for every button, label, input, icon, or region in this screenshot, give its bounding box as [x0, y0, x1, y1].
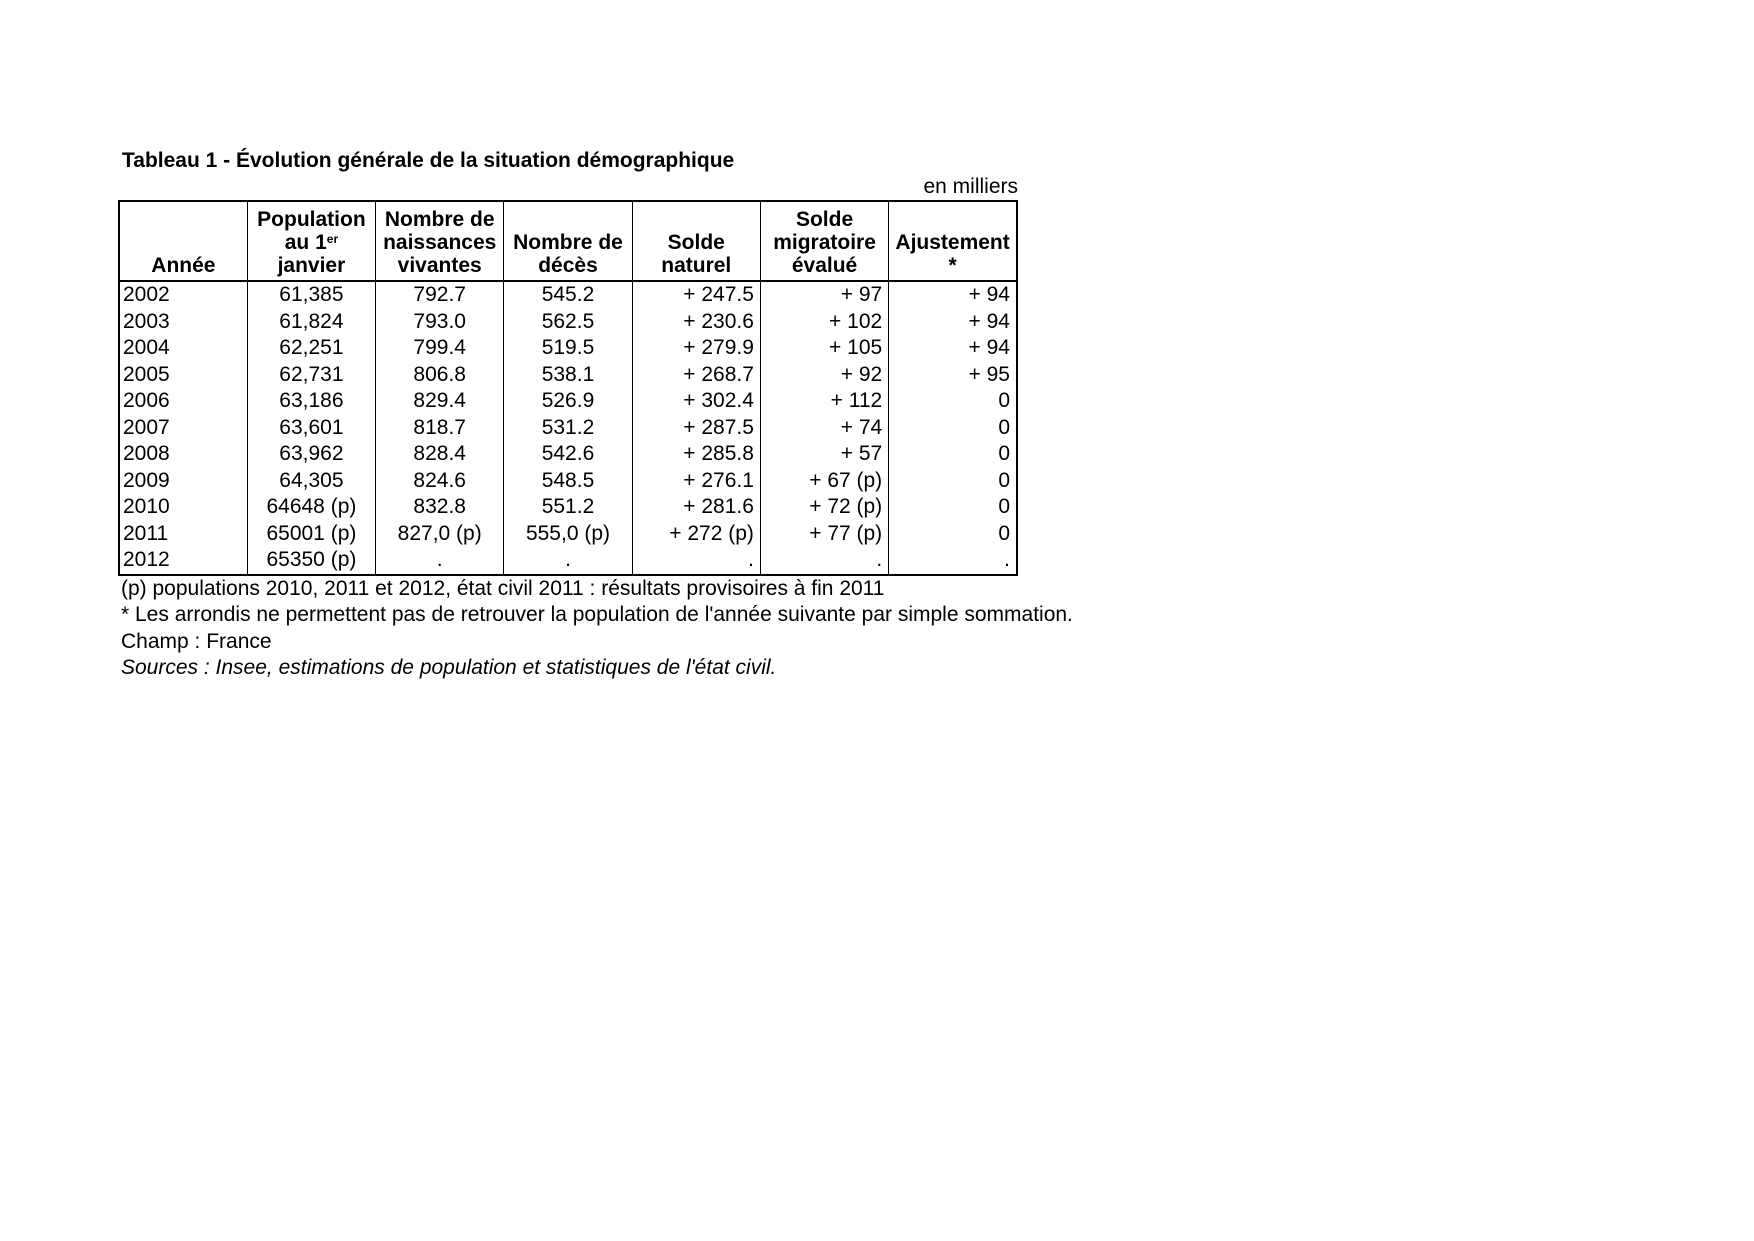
- table-row: [119, 547, 1017, 575]
- cell-deces: 538.1: [504, 362, 632, 389]
- table-row: [119, 335, 1017, 362]
- cell-deces: 542.6: [504, 441, 632, 468]
- cell-solde-naturel: + 302.4: [632, 388, 760, 415]
- cell-solde-migratoire: + 77 (p): [760, 521, 888, 548]
- cell-deces: 526.9: [504, 388, 632, 415]
- table-row: [119, 441, 1017, 468]
- cell-deces: 548.5: [504, 468, 632, 495]
- cell-ajustement: + 95: [889, 362, 1017, 389]
- document: [118, 148, 1118, 682]
- cell-annee: 2009: [123, 468, 170, 492]
- note-arrondis: * Les arrondis ne permettent pas de retrouver la population de l'année suivante par simple sommation.: [121, 603, 1073, 626]
- cell-annee: 2012: [123, 548, 170, 571]
- cell-ajustement: .: [889, 547, 1017, 575]
- cell-solde-migratoire: + 112: [760, 388, 888, 415]
- header-deces: Nombre de décès: [504, 201, 632, 281]
- cell-solde-migratoire: + 92: [760, 362, 888, 389]
- cell-solde-naturel: + 230.6: [632, 309, 760, 336]
- table-row: [119, 388, 1017, 415]
- cell-solde-naturel: + 276.1: [632, 468, 760, 495]
- cell-naissances: 828.4: [376, 441, 504, 468]
- cell-annee: 2010: [123, 495, 170, 518]
- header-solde-migratoire: Solde migratoire évalué: [760, 201, 888, 281]
- demographic-table: [118, 200, 1018, 576]
- cell-ajustement: + 94: [889, 335, 1017, 362]
- cell-solde-migratoire: + 57: [760, 441, 888, 468]
- table-row: [119, 281, 1017, 309]
- cell-naissances: 792.7: [376, 281, 504, 309]
- cell-ajustement: 0: [889, 415, 1017, 442]
- cell-ajustement: + 94: [889, 309, 1017, 336]
- table-row: [119, 415, 1017, 442]
- cell-deces: 531.2: [504, 415, 632, 442]
- cell-solde-naturel: + 285.8: [632, 441, 760, 468]
- cell-ajustement: 0: [889, 441, 1017, 468]
- cell-deces: 519.5: [504, 335, 632, 362]
- cell-solde-migratoire: .: [760, 547, 888, 575]
- header-population-b: janvier: [277, 254, 346, 277]
- cell-deces: 551.2: [504, 494, 632, 521]
- cell-naissances: 799.4: [376, 335, 504, 362]
- cell-solde-naturel: + 272 (p): [632, 521, 760, 548]
- cell-solde-migratoire: + 97: [760, 281, 888, 309]
- cell-population: 62,251: [247, 335, 375, 362]
- cell-annee: 2005: [123, 362, 170, 386]
- header-population: [247, 201, 375, 281]
- cell-annee: 2002: [123, 283, 170, 306]
- cell-population: 64,305: [247, 468, 375, 495]
- cell-solde-naturel: + 268.7: [632, 362, 760, 389]
- cell-annee: 2006: [123, 389, 170, 412]
- notes: [121, 576, 1118, 682]
- header-ajustement: Ajustement *: [889, 201, 1017, 281]
- table-title: Tableau 1 - Évolution générale de la situation démographique: [122, 149, 735, 172]
- table-row: [119, 521, 1017, 548]
- cell-solde-naturel: + 281.6: [632, 494, 760, 521]
- cell-solde-migratoire: + 72 (p): [760, 494, 888, 521]
- cell-naissances: .: [376, 547, 504, 575]
- cell-annee: 2011: [123, 521, 169, 545]
- cell-deces: 545.2: [504, 281, 632, 309]
- cell-ajustement: + 94: [889, 281, 1017, 309]
- cell-population: 61,824: [247, 309, 375, 336]
- cell-ajustement: 0: [889, 388, 1017, 415]
- cell-ajustement: 0: [889, 521, 1017, 548]
- cell-naissances: 827,0 (p): [376, 521, 504, 548]
- table-row: [119, 468, 1017, 495]
- cell-solde-naturel: + 247.5: [632, 281, 760, 309]
- table-row: [119, 494, 1017, 521]
- cell-population: 65001 (p): [247, 521, 375, 548]
- cell-population: 62,731: [247, 362, 375, 389]
- cell-solde-naturel: .: [632, 547, 760, 575]
- cell-naissances: 818.7: [376, 415, 504, 442]
- cell-solde-naturel: + 287.5: [632, 415, 760, 442]
- cell-naissances: 824.6: [376, 468, 504, 495]
- cell-population: 63,962: [247, 441, 375, 468]
- cell-population: 63,186: [247, 388, 375, 415]
- cell-annee: 2003: [123, 309, 170, 333]
- cell-deces: 562.5: [504, 309, 632, 336]
- cell-annee: 2008: [123, 442, 170, 465]
- header-solde-naturel: Solde naturel: [632, 201, 760, 281]
- header-population-a: Population au 1: [257, 208, 366, 254]
- cell-annee: 2004: [123, 336, 170, 359]
- note-sources: Sources : Insee, estimations de population et statistiques de l'état civil.: [121, 656, 777, 679]
- table-body: [119, 281, 1017, 575]
- cell-solde-migratoire: + 102: [760, 309, 888, 336]
- cell-ajustement: 0: [889, 494, 1017, 521]
- cell-ajustement: 0: [889, 468, 1017, 495]
- header-population-sup: er: [326, 232, 339, 246]
- cell-population: 64648 (p): [247, 494, 375, 521]
- cell-naissances: 832.8: [376, 494, 504, 521]
- cell-naissances: 793.0: [376, 309, 504, 336]
- header-annee: Année: [119, 201, 247, 281]
- cell-solde-naturel: + 279.9: [632, 335, 760, 362]
- cell-naissances: 829.4: [376, 388, 504, 415]
- cell-solde-migratoire: + 74: [760, 415, 888, 442]
- cell-population: 61,385: [247, 281, 375, 309]
- cell-solde-migratoire: + 67 (p): [760, 468, 888, 495]
- table-row: [119, 309, 1017, 336]
- cell-annee: 2007: [123, 415, 170, 439]
- cell-population: 63,601: [247, 415, 375, 442]
- table-row: [119, 362, 1017, 389]
- note-champ: Champ : France: [121, 629, 272, 653]
- cell-deces: .: [504, 547, 632, 575]
- units-label: en milliers: [923, 175, 1018, 198]
- cell-deces: 555,0 (p): [504, 521, 632, 548]
- note-provisoire: (p) populations 2010, 2011 et 2012, état civil 2011 : résultats provisoires à fin 2011: [121, 576, 885, 600]
- cell-naissances: 806.8: [376, 362, 504, 389]
- cell-population: 65350 (p): [247, 547, 375, 575]
- header-row: [119, 201, 1017, 281]
- header-naissances: Nombre de naissances vivantes: [376, 201, 504, 281]
- cell-solde-migratoire: + 105: [760, 335, 888, 362]
